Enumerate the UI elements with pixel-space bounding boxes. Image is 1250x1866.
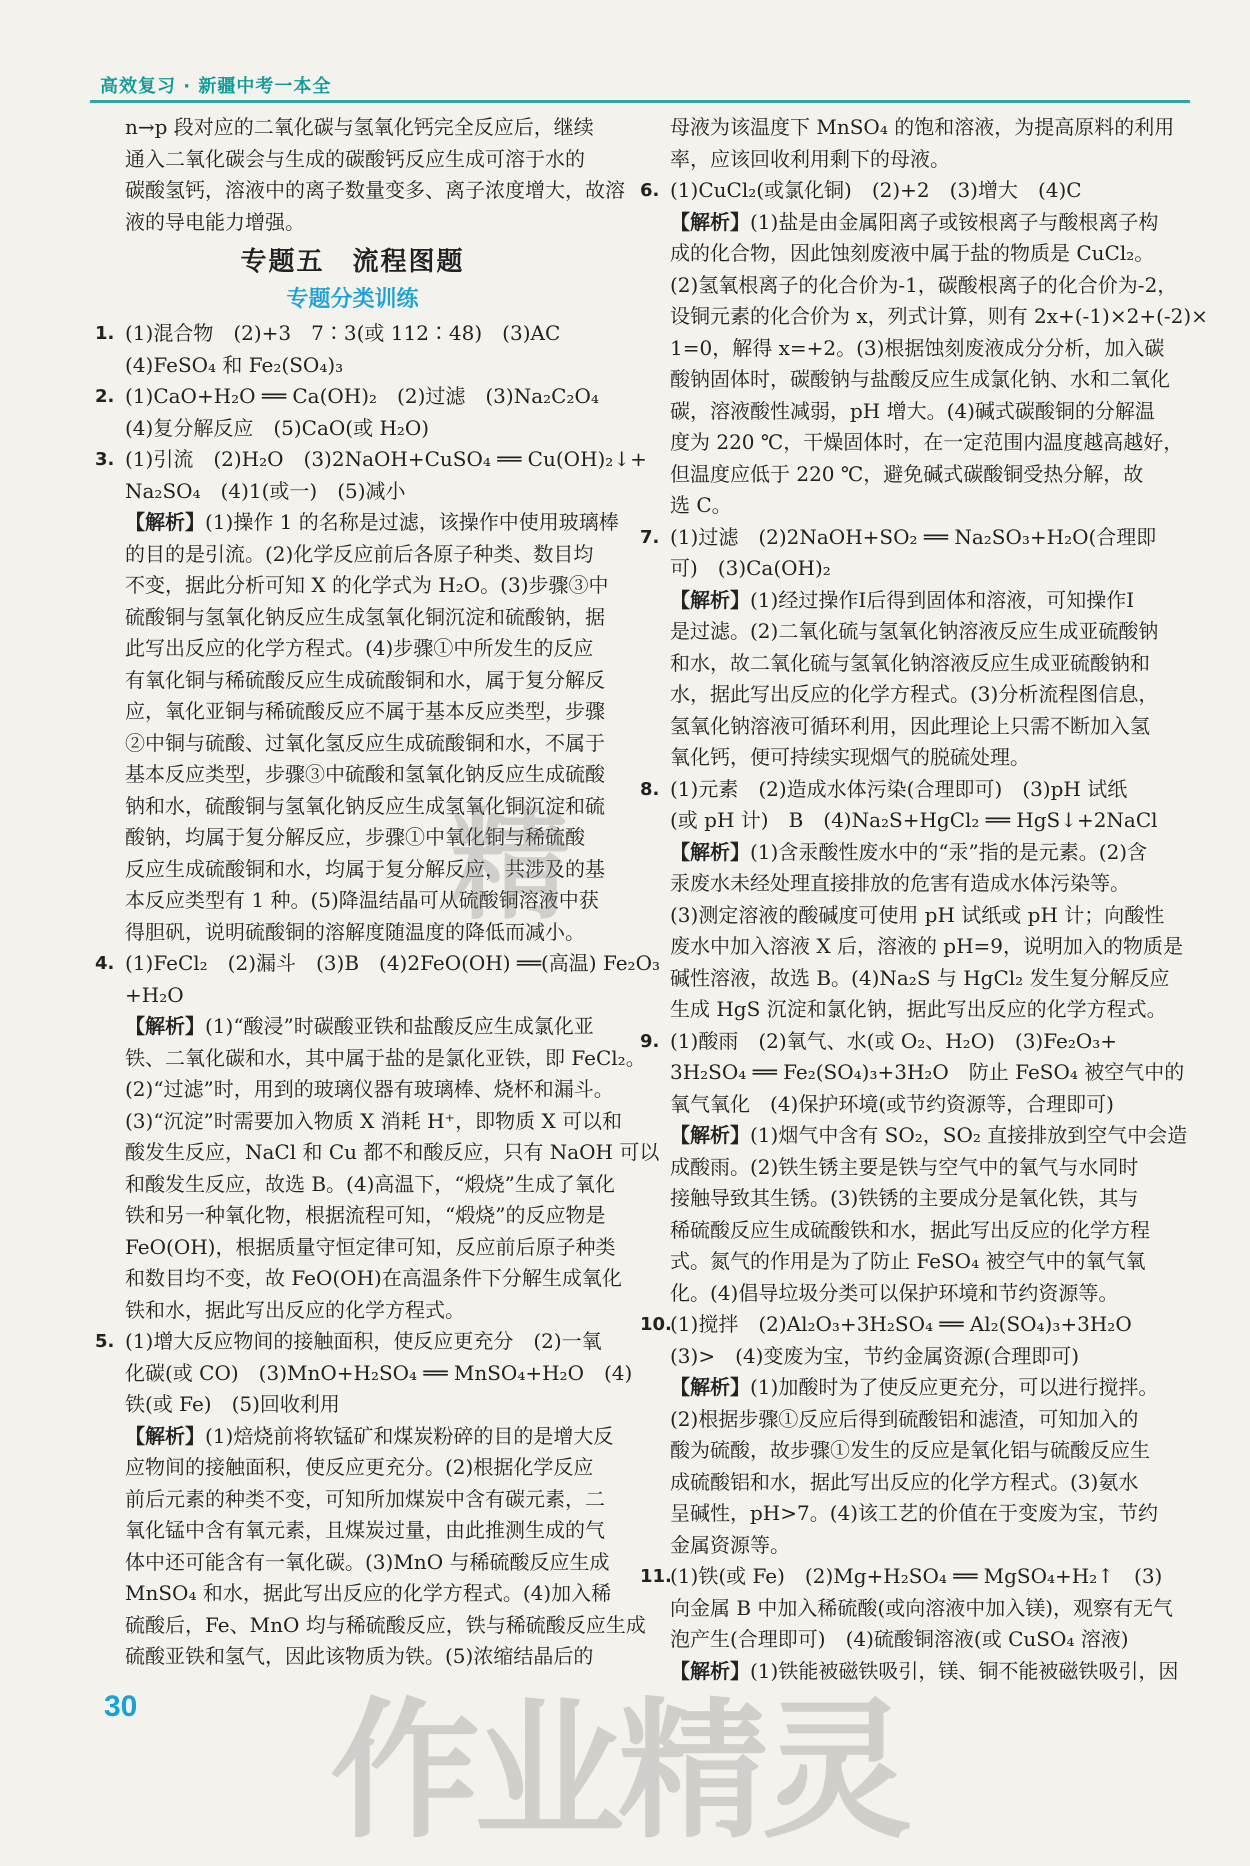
- answer-line: FeO(OH)，根据质量守恒定律可知，反应前后原子种类: [125, 1234, 616, 1259]
- answer-line: 反应生成硫酸铜和水，均属于复分解反应，共涉及的基: [125, 856, 605, 881]
- answer-line: (2)“过滤”时，用到的玻璃仪器有玻璃棒、烧杯和漏斗。: [125, 1077, 614, 1101]
- answer-line: 废水中加入溶液 X 后，溶液的 pH=9，说明加入的物质是: [670, 934, 1184, 958]
- answer-line: 铁和另一种氧化物，根据流程可知，“煅烧”的反应物是: [125, 1203, 606, 1227]
- answer-line: 酸钠固体时，碳酸钠与盐酸反应生成氯化钠、水和二氧化: [670, 367, 1170, 391]
- answer-line: (1)元素 (2)造成水体污染(合理即可) (3)pH 试纸: [670, 776, 1128, 801]
- answer-line: 呈碱性，pH>7。(4)该工艺的价值在于变废为宝，节约: [670, 1501, 1159, 1525]
- text-line: 率，应该回收利用剩下的母液。: [670, 146, 950, 171]
- answer-line: (1)增大反应物间的接触面积，使反应更充分 (2)一氧: [125, 1329, 602, 1353]
- question-number: 3.: [95, 449, 115, 470]
- answer-line: 钠和水，硫酸铜与氢氧化钠反应生成氢氧化铜沉淀和硫: [125, 793, 605, 818]
- answer-line: 得胆矾，说明硫酸铜的溶解度随温度的降低而减小。: [125, 919, 585, 944]
- answer-line: 硫酸亚铁和氢气，因此该物质为铁。(5)浓缩结晶后的: [125, 1644, 594, 1668]
- answer-line: ②中铜与硫酸、过氧化氢反应生成硫酸铜和水，不属于: [125, 730, 605, 755]
- answer-line: 本反应类型有 1 种。(5)降温结晶可从硫酸铜溶液中获: [125, 888, 599, 912]
- answer-line: 氧化锰中含有氧元素，且煤炭过量，由此推测生成的气: [125, 1518, 605, 1542]
- answer-line: 化碳(或 CO) (3)MnO+H₂SO₄ ══ MnSO₄+H₂O (4): [125, 1360, 633, 1385]
- answer-line: 氧化钙，便可持续实现烟气的脱硫处理。: [670, 745, 1030, 769]
- answer-line: 是过滤。(2)二氧化硫与氢氧化钠溶液反应生成亚硫酸钠: [670, 619, 1159, 643]
- answer-line: 铁(或 Fe) (5)回收利用: [125, 1392, 340, 1416]
- answer-line: 硫酸后，Fe、MnO 均与稀硫酸反应，铁与稀硫酸反应生成: [125, 1612, 646, 1637]
- answer-line: 泡产生(合理即可) (4)硫酸铜溶液(或 CuSO₄ 溶液): [670, 1627, 1129, 1651]
- answer-line: 应，氧化亚铜与稀硫酸反应不属于基本反应类型，步骤: [125, 699, 605, 723]
- question-number: 2.: [95, 386, 115, 407]
- answer-line: 但温度应低于 220 ℃，避免碱式碳酸铜受热分解，故: [670, 461, 1144, 486]
- answer-line: 【解析】(1)含汞酸性废水中的“汞”指的是元素。(2)含: [670, 839, 1148, 864]
- answer-line: (4)FeSO₄ 和 Fe₂(SO₄)₃: [125, 352, 344, 377]
- answer-line: 3H₂SO₄ ══ Fe₂(SO₄)₃+3H₂O 防止 FeSO₄ 被空气中的: [670, 1060, 1185, 1084]
- analysis-label: 【解析】: [670, 587, 750, 612]
- text-line: 通入二氧化碳会与生成的碳酸钙反应生成可溶于水的: [125, 146, 585, 171]
- answer-item: [640, 774, 1184, 1026]
- answer-item: [640, 1309, 1158, 1561]
- answer-line: 【解析】(1)加酸时为了使反应更充分，可以进行搅拌。: [670, 1375, 1159, 1399]
- answer-line: +H₂O: [125, 982, 184, 1007]
- answer-line: 金属资源等。: [670, 1532, 790, 1557]
- answer-line: 【解析】(1)铁能被磁铁吸引，镁、铜不能被磁铁吸引，因: [670, 1658, 1179, 1683]
- answer-line: 和水，故二氧化硫与氢氧化钠溶液反应生成亚硫酸钠和: [670, 650, 1150, 675]
- question-number: 6.: [640, 180, 660, 201]
- running-header: 高效复习 · 新疆中考一本全: [100, 76, 332, 97]
- watermark-logo: 精: [450, 797, 564, 936]
- text-line: 碳酸氢钙，溶液中的离子数量变多、离子浓度增大，故溶: [125, 178, 625, 202]
- answer-line: (1)铁(或 Fe) (2)Mg+H₂SO₄ ══ MgSO₄+H₂↑ (3): [670, 1564, 1163, 1588]
- answer-line: 可) (3)Ca(OH)₂: [670, 556, 831, 580]
- analysis-label: 【解析】: [125, 1423, 205, 1448]
- answer-line: 氢氧化钠溶液可循环利用，因此理论上只需不断加入氢: [670, 713, 1150, 738]
- intro-paragraph: [95, 112, 625, 238]
- answer-line: 的目的是引流。(2)化学反应前后各原子种类、数目均: [125, 541, 594, 566]
- answer-line: 基本反应类型，步骤③中硫酸和氢氧化钠反应生成硫酸: [125, 762, 605, 786]
- answer-line: 硫酸铜与氢氧化钠反应生成氢氧化铜沉淀和硫酸钠，据: [125, 604, 605, 629]
- answer-line: (1)酸雨 (2)氧气、水(或 O₂、H₂O) (3)Fe₂O₃+: [670, 1028, 1118, 1053]
- answer-line: 设铜元素的化合价为 x，列式计算，则有 2x+(-1)×2+(-2)×: [670, 304, 1208, 328]
- question-number: 4.: [95, 953, 115, 974]
- answer-line: 化。(4)倡导垃圾分类可以保护环境和节约资源等。: [670, 1280, 1119, 1305]
- answer-line: 铁、二氧化碳和水，其中属于盐的是氯化亚铁，即 FeCl₂。: [125, 1045, 646, 1070]
- answer-line: MnSO₄ 和水，据此写出反应的化学方程式。(4)加入稀: [125, 1581, 612, 1605]
- answer-list-right: [640, 175, 1208, 1687]
- answer-item: [640, 1561, 1179, 1687]
- answer-line: (3)> (4)变废为宝，节约金属资源(合理即可): [670, 1343, 1080, 1368]
- answer-line: (1)过滤 (2)2NaOH+SO₂ ══ Na₂SO₃+H₂O(合理即: [670, 524, 1157, 549]
- answer-line: 和酸发生反应，故选 B。(4)高温下，“煅烧”生成了氧化: [125, 1171, 615, 1196]
- question-number: 8.: [640, 778, 660, 800]
- question-number: 1.: [95, 323, 115, 344]
- question-number: 7.: [640, 526, 660, 548]
- answer-line: 【解析】(1)操作 1 的名称是过滤，该操作中使用玻璃棒: [125, 510, 619, 534]
- answer-line: (3)“沉淀”时需要加入物质 X 消耗 H⁺，即物质 X 可以和: [125, 1108, 623, 1133]
- continued-paragraph: [640, 112, 1175, 175]
- answer-line: (1)FeCl₂ (2)漏斗 (3)B (4)2FeO(OH) ══(高温) Fe₂O₃: [125, 951, 660, 975]
- analysis-label: 【解析】: [125, 510, 205, 534]
- answer-line: (1)混合物 (2)+3 7∶3(或 112∶48) (3)AC: [125, 321, 561, 345]
- answer-line: 【解析】(1)“酸浸”时碳酸亚铁和盐酸反应生成氯化亚: [125, 1014, 594, 1038]
- text-line: n→p 段对应的二氧化碳与氢氧化钙完全反应后，继续: [125, 115, 594, 139]
- watermark-logo: 作业精灵: [330, 1685, 907, 1859]
- answer-line: (4)复分解反应 (5)CaO(或 H₂O): [125, 415, 430, 440]
- analysis-label: 【解析】: [670, 1123, 750, 1147]
- answer-line: (2)氢氧根离子的化合价为-1，碳酸根离子的化合价为-2，: [670, 272, 1178, 297]
- answer-line: 成酸雨。(2)铁生锈主要是铁与空气中的氧气与水同时: [670, 1154, 1139, 1179]
- analysis-label: 【解析】: [125, 1014, 205, 1038]
- header-divider: [90, 100, 1190, 103]
- answer-item: [95, 444, 647, 948]
- answer-line: (1)搅拌 (2)Al₂O₃+3H₂SO₄ ══ Al₂(SO₄)₃+3H₂O: [670, 1312, 1132, 1336]
- page-number: 30: [104, 1690, 138, 1723]
- answer-line: 【解析】(1)焙烧前将软锰矿和煤炭粉碎的目的是增大反: [125, 1423, 614, 1448]
- answer-line: 生成 HgS 沉淀和氯化钠，据此写出反应的化学方程式。: [670, 997, 1167, 1021]
- answer-line: 水，据此写出反应的化学方程式。(3)分析流程图信息，: [670, 682, 1159, 706]
- section-subtitle: 专题分类训练: [286, 287, 419, 312]
- answer-line: (1)CuCl₂(或氯化铜) (2)+2 (3)增大 (4)C: [670, 178, 1082, 202]
- answer-line: 【解析】(1)盐是由金属阳离子或铵根离子与酸根离子构: [670, 209, 1159, 234]
- answer-item: [640, 175, 1208, 522]
- answer-line: 【解析】(1)烟气中含有 SO₂，SO₂ 直接排放到空气中会造: [670, 1123, 1188, 1147]
- analysis-label: 【解析】: [670, 1658, 750, 1683]
- answer-item: [95, 1326, 646, 1673]
- answer-item: [640, 522, 1158, 774]
- text-line: 液的导电能力增强。: [125, 209, 305, 234]
- answer-line: 式。氮气的作用是为了防止 FeSO₄ 被空气中的氧气氧: [670, 1249, 1146, 1273]
- answer-line: (或 pH 计) B (4)Na₂S+HgCl₂ ══ HgS↓+2NaCl: [670, 808, 1158, 832]
- answer-line: 度为 220 ℃，干燥固体时，在一定范围内温度越高越好，: [670, 430, 1184, 454]
- question-number: 5.: [95, 1331, 115, 1352]
- analysis-label: 【解析】: [670, 209, 750, 234]
- answer-line: 酸发生反应，NaCl 和 Cu 都不和酸反应，只有 NaOH 可以: [125, 1140, 660, 1164]
- answer-item: [640, 1026, 1188, 1310]
- answer-line: 酸为硫酸，故步骤①发生的反应是氧化铝与硫酸反应生: [670, 1438, 1150, 1462]
- answer-line: 碱性溶液，故选 B。(4)Na₂S 与 HgCl₂ 发生复分解反应: [670, 965, 1170, 990]
- question-number: 10.: [640, 1314, 672, 1335]
- answer-line: (3)测定溶液的酸碱度可使用 pH 试纸或 pH 计；向酸性: [670, 902, 1165, 927]
- answer-line: 有氧化铜与稀硫酸反应生成硫酸铜和水，属于复分解反: [125, 667, 605, 692]
- answer-line: 成的化合物，因此蚀刻废液中属于盐的物质是 CuCl₂。: [670, 241, 1155, 265]
- answer-line: Na₂SO₄ (4)1(或一) (5)减小: [125, 478, 406, 503]
- answer-line: 选 C。: [670, 493, 732, 517]
- answer-item: [95, 381, 610, 444]
- answer-line: 【解析】(1)经过操作Ⅰ后得到固体和溶液，可知操作Ⅰ: [670, 587, 1135, 612]
- answer-line: 不变，据此分析可知 X 的化学式为 H₂O。(3)步骤③中: [125, 573, 609, 597]
- analysis-label: 【解析】: [670, 1375, 750, 1399]
- answer-line: (1)CaO+H₂O ══ Ca(OH)₂ (2)过滤 (3)Na₂C₂O₄: [125, 384, 599, 408]
- answer-line: (2)根据步骤①反应后得到硫酸铝和滤渣，可知加入的: [670, 1406, 1139, 1431]
- answer-line: 稀硫酸反应生成硫酸铁和水，据此写出反应的化学方程: [670, 1217, 1150, 1242]
- text-line: 母液为该温度下 MnSO₄ 的饱和溶液，为提高原料的利用: [670, 115, 1175, 139]
- answer-line: (1)引流 (2)H₂O (3)2NaOH+CuSO₄ ══ Cu(OH)₂↓+: [125, 447, 647, 471]
- answer-line: 应物间的接触面积，使反应更充分。(2)根据化学反应: [125, 1455, 594, 1479]
- answer-line: 前后元素的种类不变，可知所加煤炭中含有碳元素，二: [125, 1486, 605, 1511]
- answer-line: 铁和水，据此写出反应的化学方程式。: [125, 1297, 465, 1322]
- question-number: 9.: [640, 1030, 660, 1052]
- answer-line: 1=0，解得 x=+2。(3)根据蚀刻废液成分分析，加入碳: [670, 335, 1165, 360]
- section-title: 专题五 流程图题: [240, 247, 465, 277]
- answer-line: 氧气氧化 (4)保护环境(或节约资源等，合理即可): [670, 1091, 1114, 1116]
- answer-line: 向金属 B 中加入稀硫酸(或向溶液中加入镁)，观察有无气: [670, 1595, 1174, 1620]
- answer-line: 碳，溶液酸性减弱，pH 增大。(4)碱式碳酸铜的分解温: [670, 398, 1155, 423]
- answer-line: 和数目均不变，故 FeO(OH)在高温条件下分解生成氧化: [125, 1266, 622, 1290]
- answer-line: 酸钠，均属于复分解反应，步骤①中氧化铜与稀硫酸: [125, 825, 585, 849]
- question-number: 11.: [640, 1566, 672, 1587]
- answer-line: 汞废水未经处理直接排放的危害有造成水体污染等。: [670, 871, 1130, 895]
- answer-line: 此写出反应的化学方程式。(4)步骤①中所发生的反应: [125, 636, 594, 660]
- answer-line: 体中还可能含有一氧化碳。(3)MnO 与稀硫酸反应生成: [125, 1549, 610, 1574]
- right-column: [640, 112, 1208, 1687]
- analysis-label: 【解析】: [670, 839, 750, 864]
- answer-item: [95, 948, 660, 1326]
- answer-line: 成硫酸铝和水，据此写出反应的化学方程式。(3)氨水: [670, 1469, 1139, 1494]
- answer-item: [95, 318, 610, 381]
- answer-line: 接触导致其生锈。(3)铁锈的主要成分是氧化铁，其与: [670, 1186, 1139, 1210]
